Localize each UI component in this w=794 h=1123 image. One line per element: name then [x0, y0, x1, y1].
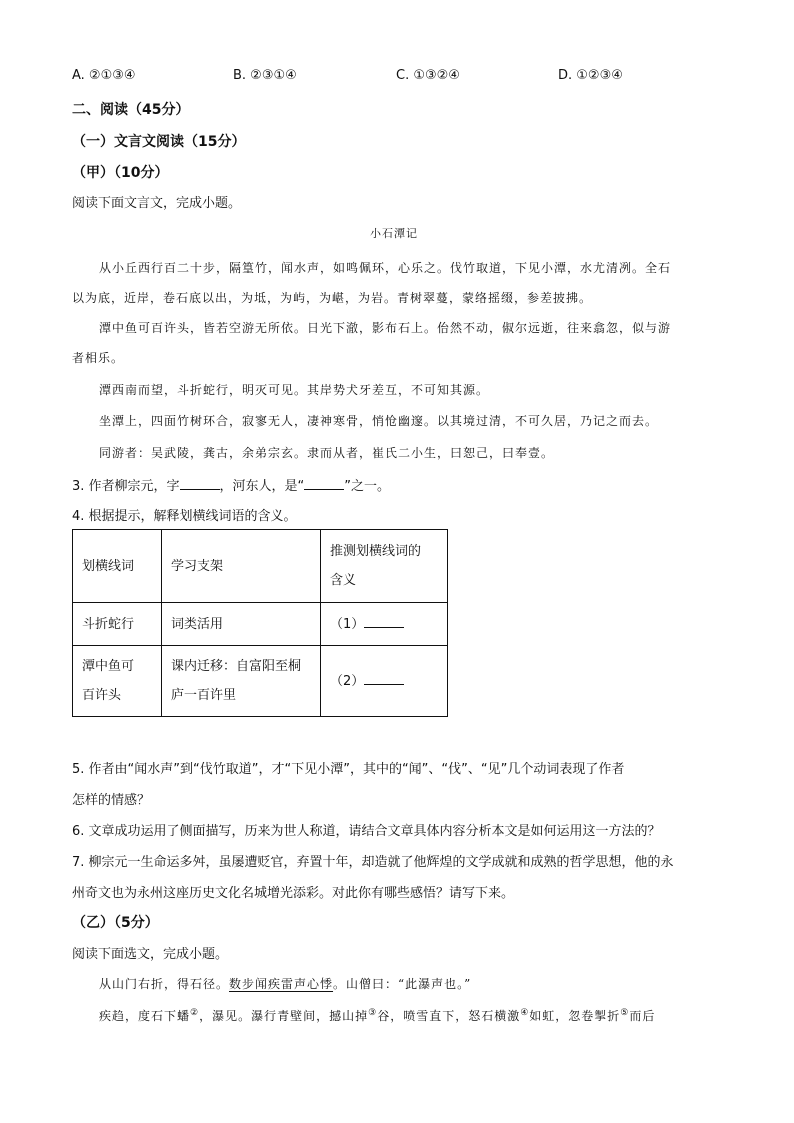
question-6: 6. 文章成功运用了侧面描写，历来为世人称道，请结合文章具体内容分析本文是如何运用这一方法的？: [72, 824, 661, 839]
yi-underlined-text: 数步闻疾雷声心悸: [229, 977, 334, 991]
answer-blank[interactable]: [364, 615, 404, 628]
yi-text: ，瀑见。瀑行青壁间，撼山掉: [199, 1009, 369, 1023]
table-cell-word: 斗折蛇行: [73, 603, 162, 646]
passage-line: 潭中鱼可百许头，皆若空游无所依。日光下澈，影布石上。佁然不动，俶尔远逝，往来翕忽，似与游: [99, 321, 672, 335]
yi-passage-line2: [99, 1007, 655, 1024]
yi-text: 疾趋，度石下蟠: [99, 1009, 191, 1023]
table-cell-support-line2: 庐一百许里: [171, 688, 237, 703]
subsection-heading: （一）文言文阅读（15分）: [72, 134, 246, 150]
answer-label: （1）: [330, 616, 365, 632]
yi-text: 而后: [629, 1009, 656, 1023]
q3-text-c: ”之一。: [344, 479, 391, 494]
table-cell-answer: [321, 603, 448, 646]
answer-blank[interactable]: [180, 477, 220, 490]
q3-text-a: 3. 作者柳宗元，字: [72, 479, 180, 494]
table-header-meaning-line1: 推测划横线词的: [330, 544, 422, 559]
table-cell-word: [73, 646, 162, 717]
answer-blank[interactable]: [304, 477, 344, 490]
passage-line: 潭西南而望，斗折蛇行，明灭可见。其岸势犬牙差互，不可知其源。: [99, 383, 490, 397]
answer-label: （2）: [330, 673, 365, 689]
table-cell-answer: [321, 646, 448, 717]
table-header-meaning-line2: 含义: [330, 573, 357, 588]
yi-text: 。山僧曰：“此瀑声也。”: [333, 977, 472, 991]
footnote-marker: ④: [520, 1008, 530, 1018]
option-c: C. ①③②④: [396, 68, 460, 83]
table-header-meaning: [321, 530, 448, 603]
question-5-line1: 5. 作者由“闻水声”到“伐竹取道”，才“下见小潭”，其中的“闻”、“伐”、“见”几个动词表现了作者: [72, 762, 625, 777]
table-cell-support-line1: 课内迁移：自富阳至桐: [171, 659, 302, 674]
instruction-jia: 阅读下面文言文，完成小题。: [72, 196, 242, 211]
yi-text: 谷，喷雪直下，怒石横激: [377, 1009, 521, 1023]
question-7-line1: 7. 柳宗元一生命运多舛，虽屡遭贬官，弃置十年，却造就了他辉煌的文学成就和成熟的哲学思想，他的永: [72, 855, 674, 870]
passage-line: 同游者：吴武陵，龚古，余弟宗玄。隶而从者，崔氏二小生，曰恕己，曰奉壹。: [99, 446, 555, 460]
answer-blank[interactable]: [364, 672, 404, 685]
passage-line: 从小丘西行百二十步，隔篁竹，闻水声，如鸣佩环，心乐之。伐竹取道，下见小潭，水尤清冽。全石: [99, 261, 672, 275]
yi-text: 从山门右折，得石径。: [99, 977, 230, 991]
instruction-yi: 阅读下面选文，完成小题。: [72, 947, 229, 962]
table-header-support: 学习支架: [162, 530, 321, 603]
passage-line: 以为底，近岸，卷石底以出，为坻，为屿，为嵁，为岩。青树翠蔓，蒙络摇缀，参差披拂。: [72, 291, 593, 305]
passage-line: 者相乐。: [72, 351, 125, 365]
footnote-marker: ⑤: [620, 1008, 630, 1018]
option-a: A. ②①③④: [72, 68, 136, 83]
footnote-marker: ②: [190, 1008, 200, 1018]
option-b: B. ②③①④: [233, 68, 297, 83]
option-d: D. ①②③④: [558, 68, 623, 83]
table-header-word: 划横线词: [73, 530, 162, 603]
passage-line: 坐潭上，四面竹树环合，寂寥无人，凄神寒骨，悄怆幽邃。以其境过清，不可久居，乃记之而去。: [99, 414, 659, 428]
table-cell-support: [162, 646, 321, 717]
footnote-marker: ③: [368, 1008, 378, 1018]
part-jia-heading: （甲）（10分）: [72, 165, 169, 181]
question-7-line2: 州奇文也为永州这座历史文化名城增光添彩。对此你有哪些感悟？请写下来。: [72, 886, 515, 901]
yi-passage-line1: [99, 975, 471, 992]
q3-text-b: ，河东人，是“: [219, 479, 305, 494]
table-cell-word-line1: 潭中鱼可: [82, 659, 135, 674]
question-4: 4. 根据提示，解释划横线词语的含义。: [72, 509, 297, 524]
table-cell-support: 词类活用: [162, 603, 321, 646]
yi-text: 如虹，忽卷掣折: [529, 1009, 621, 1023]
part-yi-heading: （乙）（5分）: [72, 915, 159, 931]
section-heading: 二、阅读（45分）: [72, 102, 190, 118]
passage-title: 小石潭记: [370, 227, 418, 240]
question-4-table: [72, 529, 448, 717]
question-3: [72, 475, 390, 494]
table-cell-word-line2: 百许头: [82, 688, 122, 703]
question-5-line2: 怎样的情感？: [72, 793, 151, 808]
